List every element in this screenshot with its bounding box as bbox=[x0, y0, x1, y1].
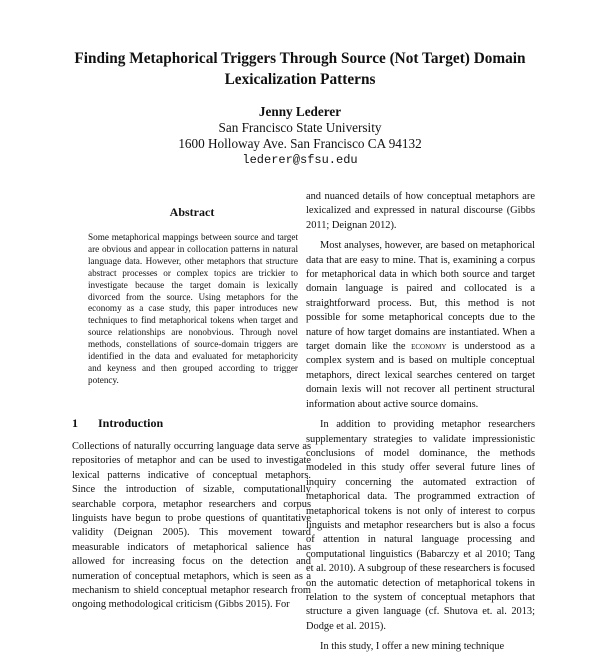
paper-title: Finding Metaphorical Triggers Through Source (Not Target) Domain Lexicalization Patterns bbox=[74, 50, 526, 88]
author-name: Jenny Lederer bbox=[258, 104, 342, 119]
section-title: Introduction bbox=[98, 416, 164, 430]
right-column bbox=[306, 190, 535, 661]
section-heading bbox=[72, 416, 312, 431]
right-paragraph-2 bbox=[306, 239, 535, 412]
right-paragraph-2-part-b: is understood as a complex system and is based on multiple conceptual metaphors, direct lexical searches centered on target domain lexis will not recover all pertinent structural information about active source domains. bbox=[306, 341, 535, 410]
author-block bbox=[100, 104, 500, 168]
right-paragraph-1: and nuanced details of how conceptual metaphors are lexicalized and expressed in natural discourse (Gibbs 2011; Deignan 2012). bbox=[306, 191, 535, 231]
right-paragraph-4: In this study, I offer a new mining technique bbox=[320, 641, 505, 653]
right-paragraph-3: In addition to providing metaphor researchers supplementary strategies to validate impressionistic conclusions of model dominance, the methods modeled in this study offer several future lines of inquiry concerning the automated extraction of metaphorical data. The programmed extraction of metaphorical tokens is not only of interest to corpus linguists and metaphor researchers but is also a focus of attention in natural language processing and computational linguistics (Babarczy et al 2010; Tang et al. 2010). A subgroup of these researchers is focused on the automatic detection of metaphorical tokens in relation to the system of conceptual metaphors that structure a given language (cf. Shutova et. al. 2013; Dodge et al. 2015). bbox=[306, 419, 535, 632]
abstract-heading: Abstract bbox=[169, 205, 215, 219]
author-email: lederer@sfsu.edu bbox=[242, 153, 358, 167]
abstract-text: Some metaphorical mappings between source and target are obvious and appear in collocation patterns in natural language data. However, other metaphors that structure abstract processes or complex topics are trickier to investigate because the target domain is lexically divorced from the source. Using metaphors for the economy as a case study, this paper introduces new techniques to find metaphorical tokens when target and source relationships are nonobvious. Through novel methods, constellations of source-domain triggers are identified in the data and evaluated for metaphoricity and keyness and then grouped according to trigger potency. bbox=[88, 232, 298, 385]
economy-term: economy bbox=[411, 341, 447, 353]
author-address: 1600 Holloway Ave. San Francisco CA 94132 bbox=[178, 136, 422, 151]
right-paragraph-2-part-a: Most analyses, however, are based on metaphorical data that are easy to mine. That is, examining a corpus for metaphorical data in which both source and target domain language is paired and collocated is a straightforward process. But, this method is not possible for some metaphorical concepts due to the nature of how target domains are instantiated. When a target domain like the bbox=[306, 240, 535, 353]
author-affiliation: San Francisco State University bbox=[218, 120, 382, 135]
left-column-body: Collections of naturally occurring language data serve as repositories of metaphor and can be used to investigate lexical patterns indicative of conceptual metaphors. Since the introduction of sizable, computationally searchable corpora, metaphor researchers and corpus linguists have begun to probe questions of quantitative validity (Deignan 2005). This movement toward measurable indicators of metaphorical salience has allowed for increasing focus on the detection and numeration of conceptual metaphors, which is seen as a mechanism to shield conceptual metaphor research from ongoing methodological criticism (Gibbs 2015). For bbox=[72, 441, 311, 611]
section-number: 1 bbox=[72, 416, 78, 430]
